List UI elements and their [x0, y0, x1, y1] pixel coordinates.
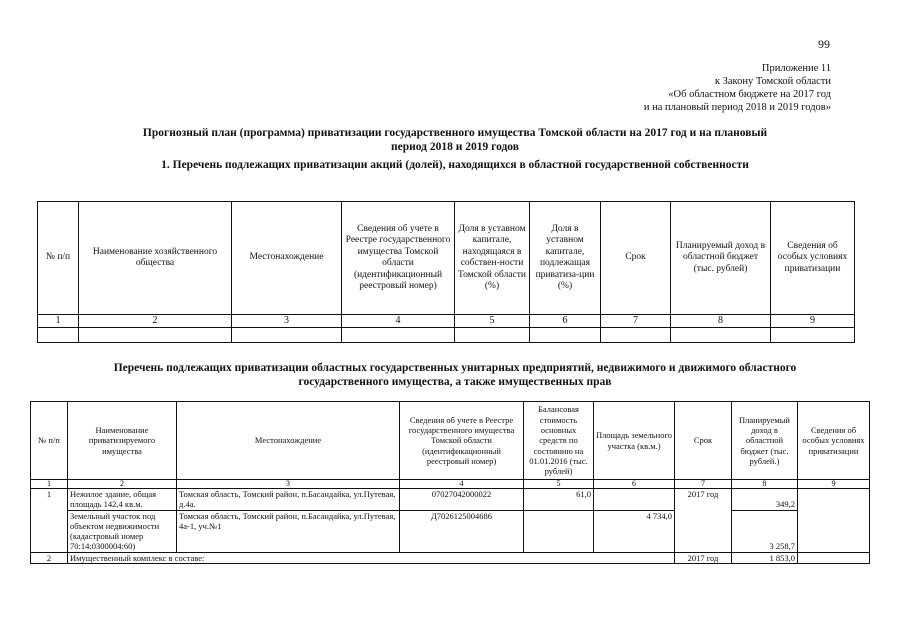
shares-table: [37, 201, 855, 343]
special-conditions: [798, 489, 870, 553]
empty-cell: [79, 328, 232, 343]
column-header: № п/п: [31, 402, 68, 480]
column-header: Сведения об особых условиях приватизации: [798, 402, 870, 480]
column-number: 2: [68, 480, 177, 489]
land-area: [594, 489, 675, 511]
column-header: Планируемый доход в областной бюджет (тыс. рублей.): [732, 402, 798, 480]
registry-number: 07027042000022: [400, 489, 524, 511]
column-number: 9: [798, 480, 870, 489]
column-header: Площадь земельного участка (кв.м.): [594, 402, 675, 480]
column-header: Планируемый доход в областной бюджет (тыс. рублей): [671, 202, 771, 315]
column-header: Доля в уставном капитале, находящаяся в собствен-ности Томской области (%): [455, 202, 530, 315]
column-header: Наименование приватизируемого имущества: [68, 402, 177, 480]
column-number: 4: [400, 480, 524, 489]
empty-cell: [38, 328, 79, 343]
section2-title-line: государственного имущества, а также имущественных прав: [298, 375, 612, 388]
column-header: Срок: [675, 402, 732, 480]
property-name: Земельный участок под объектом недвижимости (кадастровый номер 70:14:0300004:60): [68, 510, 177, 552]
appendix-header: [644, 62, 831, 114]
column-header: № п/п: [38, 202, 79, 315]
row-number: 2: [31, 552, 68, 563]
property-location: Томская область, Томский район, п.Басандайка, ул.Путевая, д.4а.: [177, 489, 400, 511]
planned-income: 349,2: [732, 489, 798, 511]
column-number: 3: [232, 315, 342, 328]
column-number: 4: [342, 315, 455, 328]
column-number: 1: [31, 480, 68, 489]
appendix-line: Приложение 11: [761, 63, 831, 74]
column-number: 5: [524, 480, 594, 489]
registry-number: Д7026125004686: [400, 510, 524, 552]
empty-cell: [771, 328, 855, 343]
main-title: [60, 127, 850, 154]
section1-title: 1. Перечень подлежащих приватизации акций (долей), находящихся в областной государственной собственности: [161, 159, 749, 171]
column-number: 8: [671, 315, 771, 328]
page-number: 99: [818, 37, 830, 51]
column-header: Сведения об особых условиях приватизации: [771, 202, 855, 315]
column-number: 2: [79, 315, 232, 328]
appendix-line: и на плановый период 2018 и 2019 годов»: [643, 102, 831, 113]
column-header: Балансовая стоимость основных средств по состоянию на 01.01.2016 (тыс. рублей): [524, 402, 594, 480]
column-number: 8: [732, 480, 798, 489]
column-header: Сведения об учете в Реестре государственного имущества Томской области (идентификационный реестровый номер): [400, 402, 524, 480]
planned-income: 1 853,0: [732, 552, 798, 563]
column-number: 1: [38, 315, 79, 328]
column-header: Местонахождение: [177, 402, 400, 480]
balance-value: [524, 510, 594, 552]
main-title-line: Прогнозный план (программа) приватизации государственного имущества Томской области на 2017 год и на плановый: [142, 127, 768, 139]
column-number: 3: [177, 480, 400, 489]
column-header: Местонахождение: [232, 202, 342, 315]
column-header: Доля в уставном капитале, подлежащая приватиза-ции (%): [530, 202, 601, 315]
empty-cell: [671, 328, 771, 343]
section2-title: [60, 362, 850, 389]
empty-cell: [601, 328, 671, 343]
section2-title-line: Перечень подлежащих приватизации областных государственных унитарных предприятий, недвижимого и движимого областного: [113, 362, 797, 374]
privatization-term: 2017 год: [675, 489, 732, 553]
column-number: 6: [530, 315, 601, 328]
table-row: [31, 552, 870, 563]
property-name: Имущественный комплекс в составе:: [68, 552, 675, 563]
column-number-row: [38, 315, 855, 328]
column-header: Срок: [601, 202, 671, 315]
column-header: Наименование хозяйственного общества: [79, 202, 232, 315]
column-number: 7: [675, 480, 732, 489]
column-number: 9: [771, 315, 855, 328]
appendix-line: к Закону Томской области: [714, 76, 831, 87]
appendix-line: «Об областном бюджете на 2017 год: [668, 89, 831, 100]
property-table: [30, 401, 870, 564]
column-number: 6: [594, 480, 675, 489]
main-title-line: период 2018 и 2019 годов: [391, 140, 519, 153]
table-header-row: [31, 402, 870, 480]
privatization-term: 2017 год: [675, 552, 732, 563]
planned-income: 3 258,7: [732, 510, 798, 552]
table-header-row: [38, 202, 855, 315]
property-name: Нежилое здание, общая площадь 142,4 кв.м.: [68, 489, 177, 511]
row-number: 1: [31, 489, 68, 553]
balance-value: 61,0: [524, 489, 594, 511]
special-conditions: [798, 552, 870, 563]
empty-row: [38, 328, 855, 343]
table-row: [31, 510, 870, 552]
column-number: 7: [601, 315, 671, 328]
land-area: 4 734,0: [594, 510, 675, 552]
property-location: Томская область, Томский район, п.Басандайка, ул.Путевая, 4а-1, уч.№1: [177, 510, 400, 552]
empty-cell: [342, 328, 455, 343]
empty-cell: [530, 328, 601, 343]
empty-cell: [455, 328, 530, 343]
column-number: 5: [455, 315, 530, 328]
column-number-row: [31, 480, 870, 489]
empty-cell: [232, 328, 342, 343]
table-row: [31, 489, 870, 511]
column-header: Сведения об учете в Реестре государственного имущества Томской области (идентификационный реестровый номер): [342, 202, 455, 315]
